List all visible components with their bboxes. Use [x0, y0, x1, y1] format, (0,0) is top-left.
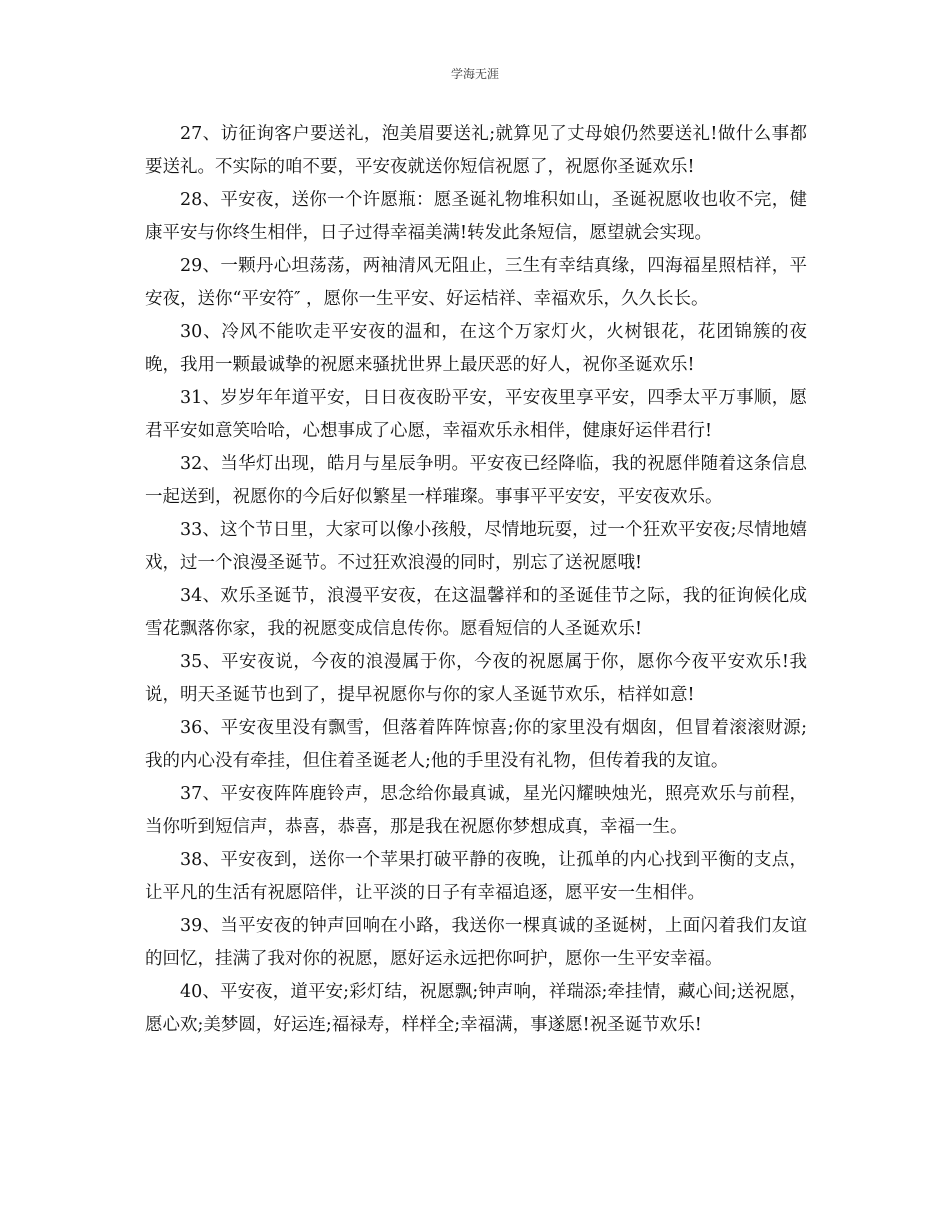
paragraph-39: 39、当平安夜的钟声回响在小路，我送你一棵真诚的圣诞树，上面闪着我们友谊的回忆，挂满了我对你的祝愿，愿好运永远把你呵护，愿你一生平安幸福。	[145, 916, 807, 969]
paragraph-37: 37、平安夜阵阵鹿铃声，思念给你最真诚，星光闪耀映烛光，照亮欢乐与前程，当你听到短信声，恭喜，恭喜，那是我在祝愿你梦想成真，幸福一生。	[145, 784, 807, 837]
paragraph-35: 35、平安夜说，今夜的浪漫属于你，今夜的祝愿属于你，愿你今夜平安欢乐!我说，明天圣诞节也到了，提早祝愿你与你的家人圣诞节欢乐，桔祥如意!	[145, 652, 807, 705]
page-header: 学海无涯	[450, 67, 499, 81]
paragraph-31: 31、岁岁年年道平安，日日夜夜盼平安，平安夜里享平安，四季太平万事顺，愿君平安如意笑哈哈，心想事成了心愿，幸福欢乐永相伴，健康好运伴君行!	[145, 388, 807, 441]
paragraph-32: 32、当华灯出现，皓月与星辰争明。平安夜已经降临，我的祝愿伴随着这条信息一起送到，祝愿你的今后好似繁星一样璀璨。事事平平安安，平安夜欢乐。	[145, 454, 807, 507]
paragraph-30: 30、冷风不能吹走平安夜的温和，在这个万家灯火，火树银花，花团锦簇的夜晚，我用一颗最诚挚的祝愿来骚扰世界上最厌恶的好人，祝你圣诞欢乐!	[145, 322, 807, 375]
paragraph-33: 33、这个节日里，大家可以像小孩般，尽情地玩耍，过一个狂欢平安夜;尽情地嬉戏，过一个浪漫圣诞节。不过狂欢浪漫的同时，别忘了送祝愿哦!	[145, 520, 807, 573]
paragraph-40: 40、平安夜，道平安;彩灯结，祝愿飘;钟声响，祥瑞添;牵挂情，藏心间;送祝愿，愿心欢;美梦圆，好运连;福禄寿，样样全;幸福满，事遂愿!祝圣诞节欢乐!	[145, 982, 807, 1035]
paragraph-29: 29、一颗丹心坦荡荡，两袖清风无阻止，三生有幸结真缘，四海福星照桔祥，平安夜，送你“平安符″ ，愿你一生平安、好运桔祥、幸福欢乐，久久长长。	[145, 256, 807, 309]
paragraph-36: 36、平安夜里没有飘雪，但落着阵阵惊喜;你的家里没有烟囱，但冒着滚滚财源;我的内心没有牵挂，但住着圣诞老人;他的手里没有礼物，但传着我的友谊。	[145, 718, 807, 771]
paragraph-27: 27、访征询客户要送礼，泡美眉要送礼;就算见了丈母娘仍然要送礼!做什么事都要送礼。不实际的咱不要，平安夜就送你短信祝愿了，祝愿你圣诞欢乐!	[145, 124, 807, 177]
paragraph-34: 34、欢乐圣诞节，浪漫平安夜，在这温馨祥和的圣诞佳节之际，我的征询候化成雪花飘落你家，我的祝愿变成信息传你。愿看短信的人圣诞欢乐!	[145, 586, 807, 639]
paragraph-28: 28、平安夜，送你一个许愿瓶：愿圣诞礼物堆积如山，圣诞祝愿收也收不完，健康平安与你终生相伴，日子过得幸福美满!转发此条短信，愿望就会实现。	[145, 190, 807, 243]
document-body	[145, 118, 807, 1042]
paragraph-38: 38、平安夜到，送你一个苹果打破平静的夜晚，让孤单的内心找到平衡的支点，让平凡的生活有祝愿陪伴，让平淡的日子有幸福追逐，愿平安一生相伴。	[145, 850, 807, 903]
